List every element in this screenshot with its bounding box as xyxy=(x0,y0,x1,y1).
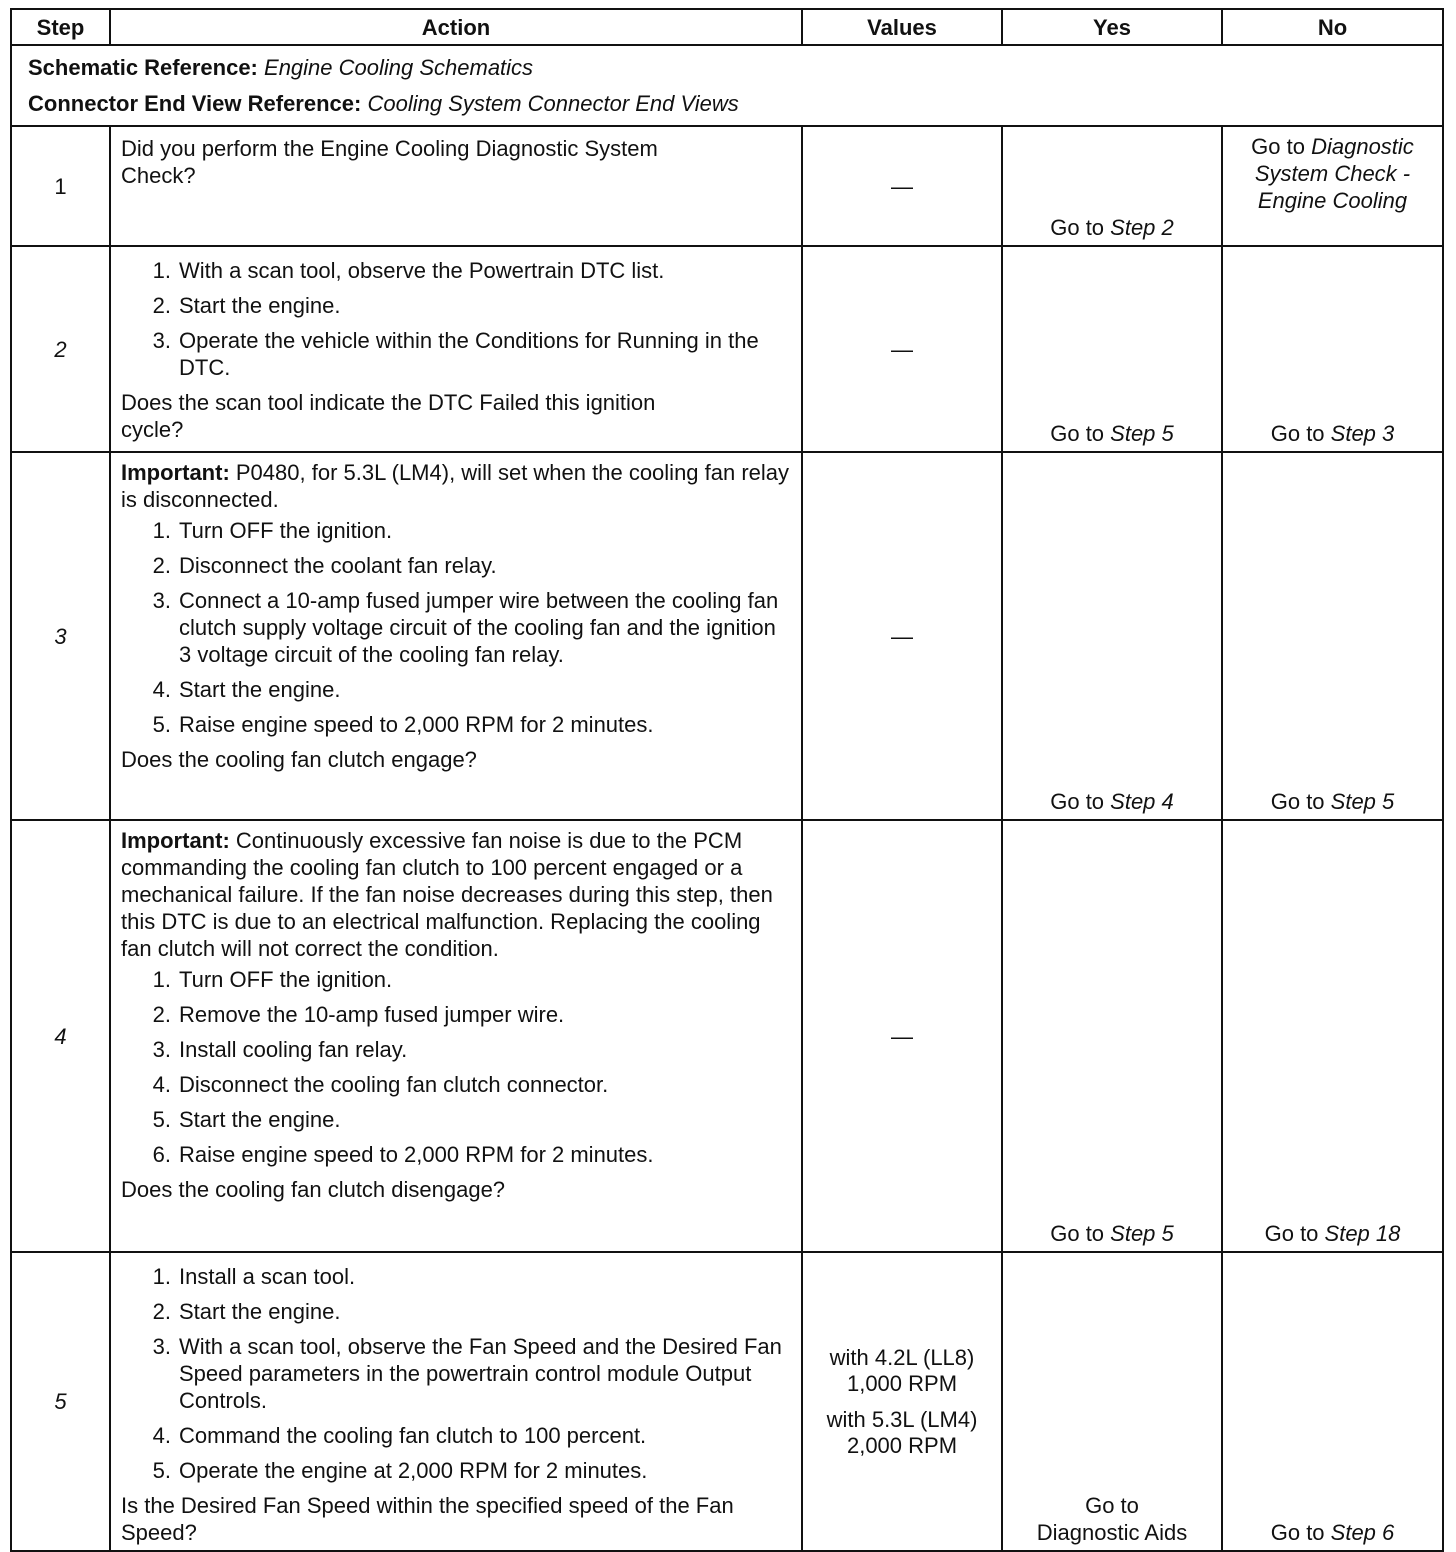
no-goto[interactable]: Go to Step 5 xyxy=(1270,789,1395,814)
step-instructions xyxy=(121,517,793,738)
no-cell xyxy=(1222,820,1443,1252)
schematic-reference xyxy=(28,50,1426,86)
no-target[interactable]: Step 3 xyxy=(1330,421,1395,446)
action-cell xyxy=(110,126,802,246)
yes-cell xyxy=(1002,1252,1222,1551)
values-cell xyxy=(802,820,1002,1252)
diagnostic-table xyxy=(10,8,1444,1552)
step-number-cell xyxy=(11,820,110,1252)
header-no: No xyxy=(1222,9,1443,45)
values-cell xyxy=(802,452,1002,820)
no-target[interactable]: Diagnostic System Check - Engine Cooling xyxy=(1254,134,1414,213)
yes-target[interactable]: Step 4 xyxy=(1110,789,1174,814)
values-text: — xyxy=(891,623,913,649)
list-item: 4. Command the cooling fan clutch to 100 percent. xyxy=(152,1423,647,1448)
step-instructions xyxy=(121,257,793,381)
yes-goto[interactable]: Go to Step 4 xyxy=(1050,789,1174,814)
step-number-cell xyxy=(11,1252,110,1551)
no-cell xyxy=(1222,452,1443,820)
no-cell xyxy=(1222,246,1443,452)
no-goto[interactable]: Go to Diagnostic System Check - Engine Cooling xyxy=(1251,134,1414,213)
connector-reference-link[interactable]: Cooling System Connector End Views xyxy=(367,91,739,116)
step-number: 2 xyxy=(54,336,67,362)
list-item: 3. Connect a 10-amp fused jumper wire between the cooling fan clutch supply voltage circuit of the cooling fan and the ignition 3 voltage circuit of the cooling fan relay. xyxy=(152,588,779,667)
list-item: 2. Disconnect the coolant fan relay. xyxy=(152,553,497,578)
reference-cell xyxy=(11,45,1443,126)
list-item: 1. Install a scan tool. xyxy=(152,1264,356,1289)
yes-goto[interactable]: Go to Step 5 xyxy=(1050,421,1174,446)
yes-cell xyxy=(1002,452,1222,820)
yes-goto[interactable]: Go to Step 5 xyxy=(1050,1221,1174,1246)
no-cell xyxy=(1222,1252,1443,1551)
important-note: Important: Continuously excessive fan noise is due to the PCM commanding the cooling fan clutch to 100 percent engaged or a mechanical failure. If the fan noise decreases during this step, then this DTC is due to an electrical malfunction. Replacing the cooling fan clutch will not correct the condition. xyxy=(121,828,773,961)
important-label: Important: xyxy=(121,828,230,853)
yes-cell xyxy=(1002,246,1222,452)
connector-reference xyxy=(28,86,1426,122)
table-row xyxy=(11,820,1443,1252)
values-text: — xyxy=(891,336,913,362)
list-item: 2. Start the engine. xyxy=(152,293,341,318)
list-item: 3. With a scan tool, observe the Fan Speed and the Desired Fan Speed parameters in the powertrain control module Output Controls. xyxy=(152,1334,782,1413)
list-item: 3. Install cooling fan relay. xyxy=(152,1037,408,1062)
list-item: 4. Disconnect the cooling fan clutch connector. xyxy=(152,1072,609,1097)
list-item: 3. Operate the vehicle within the Conditions for Running in the DTC. xyxy=(152,328,759,380)
values-cell xyxy=(802,126,1002,246)
step-question: Does the cooling fan clutch disengage? xyxy=(121,1177,506,1202)
no-target[interactable]: Step 6 xyxy=(1330,1520,1395,1545)
values-cell xyxy=(802,1252,1002,1551)
list-item: 5. Raise engine speed to 2,000 RPM for 2 minutes. xyxy=(152,712,654,737)
yes-target[interactable]: Step 5 xyxy=(1110,1221,1174,1246)
important-label: Important: xyxy=(121,460,230,485)
schematic-reference-label: Schematic Reference: xyxy=(28,55,258,80)
action-cell xyxy=(110,452,802,820)
table-row xyxy=(11,246,1443,452)
list-item: 1. Turn OFF the ignition. xyxy=(152,967,393,992)
important-note: Important: P0480, for 5.3L (LM4), will set when the cooling fan relay is disconnected. xyxy=(121,460,790,512)
yes-goto[interactable]: Go to Diagnostic Aids xyxy=(1003,1492,1221,1546)
yes-target[interactable]: Diagnostic Aids xyxy=(1036,1520,1188,1545)
values-text: — xyxy=(891,1023,913,1049)
yes-cell xyxy=(1002,820,1222,1252)
step-number: 1 xyxy=(54,173,67,199)
no-target[interactable]: Step 18 xyxy=(1324,1221,1401,1246)
list-item: 1. Turn OFF the ignition. xyxy=(152,518,393,543)
no-goto[interactable]: Go to Step 18 xyxy=(1264,1221,1401,1246)
values-text: — xyxy=(891,173,913,199)
reference-row xyxy=(11,45,1443,126)
values-line: with 5.3L (LM4) xyxy=(826,1406,978,1432)
step-number: 3 xyxy=(54,623,67,649)
list-item: 4. Start the engine. xyxy=(152,677,341,702)
header-step: Step xyxy=(11,9,110,45)
action-cell xyxy=(110,246,802,452)
schematic-reference-link[interactable]: Engine Cooling Schematics xyxy=(264,55,534,80)
values-line: with 4.2L (LL8) xyxy=(829,1344,975,1370)
values-spec xyxy=(803,1345,1001,1459)
yes-goto[interactable]: Go to Step 2 xyxy=(1050,215,1174,240)
step-question: Is the Desired Fan Speed within the specified speed of the Fan Speed? xyxy=(121,1493,734,1545)
step-instructions xyxy=(121,966,793,1168)
no-target[interactable]: Step 5 xyxy=(1330,789,1395,814)
connector-reference-label: Connector End View Reference: xyxy=(28,91,362,116)
list-item: 5. Start the engine. xyxy=(152,1107,341,1132)
action-cell xyxy=(110,820,802,1252)
step-number-cell xyxy=(11,126,110,246)
header-row xyxy=(11,9,1443,45)
list-item: 1. With a scan tool, observe the Powertrain DTC list. xyxy=(152,258,665,283)
no-cell xyxy=(1222,126,1443,246)
yes-target[interactable]: Step 2 xyxy=(1110,215,1174,240)
header-action: Action xyxy=(110,9,802,45)
step-question: Does the cooling fan clutch engage? xyxy=(121,747,477,772)
step-question: Did you perform the Engine Cooling Diagnostic System Check? xyxy=(121,136,658,188)
header-yes: Yes xyxy=(1002,9,1222,45)
table-row xyxy=(11,126,1443,246)
step-number: 4 xyxy=(54,1023,67,1049)
list-item: 6. Raise engine speed to 2,000 RPM for 2 minutes. xyxy=(152,1142,654,1167)
step-question: Does the scan tool indicate the DTC Failed this ignition cycle? xyxy=(121,390,656,442)
list-item: 2. Start the engine. xyxy=(152,1299,341,1324)
step-number: 5 xyxy=(54,1389,67,1414)
values-cell xyxy=(802,246,1002,452)
action-cell xyxy=(110,1252,802,1551)
list-item: 2. Remove the 10-amp fused jumper wire. xyxy=(152,1002,565,1027)
header-values: Values xyxy=(802,9,1002,45)
no-goto[interactable]: Go to Step 6 xyxy=(1270,1520,1395,1545)
yes-cell xyxy=(1002,126,1222,246)
table-row xyxy=(11,452,1443,820)
values-line: 1,000 RPM xyxy=(846,1370,958,1396)
values-line: 2,000 RPM xyxy=(846,1432,958,1458)
yes-target[interactable]: Step 5 xyxy=(1110,421,1174,446)
step-number-cell xyxy=(11,452,110,820)
step-number-cell xyxy=(11,246,110,452)
table-row xyxy=(11,1252,1443,1551)
no-goto[interactable]: Go to Step 3 xyxy=(1270,421,1395,446)
step-instructions xyxy=(121,1263,793,1484)
list-item: 5. Operate the engine at 2,000 RPM for 2 minutes. xyxy=(152,1458,648,1483)
diagnostic-table-document xyxy=(10,8,1442,1545)
